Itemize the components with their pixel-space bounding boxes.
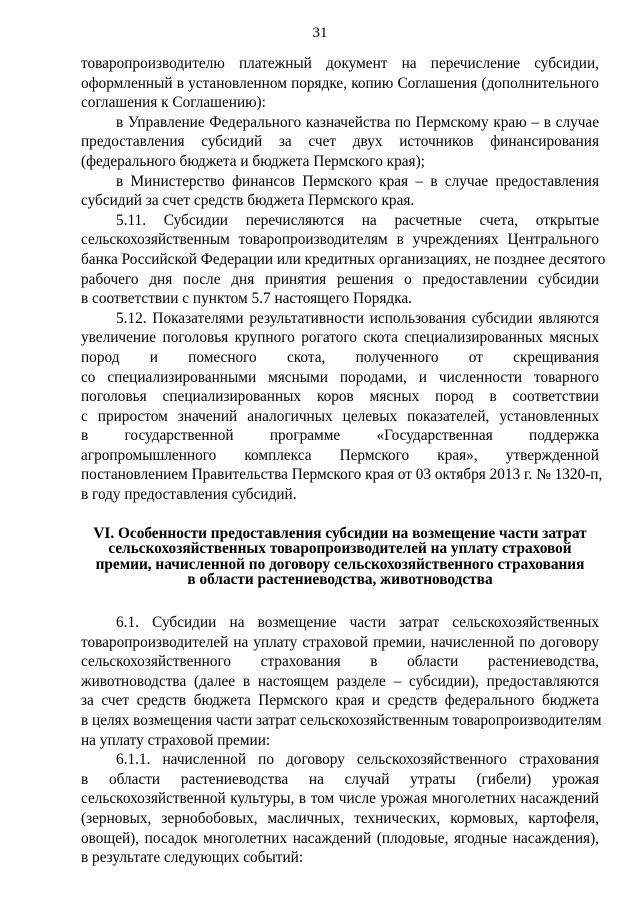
page-number: 31	[312, 25, 328, 41]
text-line: увеличение поголовья крупного рогатого скота специализированных мясных	[81, 329, 599, 347]
document-body	[81, 54, 606, 868]
text-line: соглашения к Соглашению):	[81, 94, 266, 112]
text-line: в результате следующих событий:	[81, 849, 304, 867]
text-line: пород и помесного скота, полученного от скрещивания	[81, 348, 599, 366]
text-line: сельскохозяйственной культуры, в том числе урожая многолетних насаждений	[81, 790, 599, 808]
section-heading	[81, 526, 599, 588]
text-line: оформленный в установленном порядке, копию Соглашения (дополнительного	[81, 74, 599, 92]
text-line: (зерновых, зернобобовых, масличных, технических, кормовых, картофеля,	[81, 809, 599, 827]
text-line: поголовья специализированных коров мясных пород в соответствии	[81, 388, 599, 406]
text-line: за счет средств бюджета Пермского края и средств федерального бюджета	[81, 692, 599, 710]
text-line: постановлением Правительства Пермского края от 03 октября 2013 г. № 1320-п,	[81, 466, 603, 484]
text-line: в соответствии с пунктом 5.7 настоящего Порядка.	[81, 290, 413, 308]
text-line: товаропроизводителю платежный документ на перечисление субсидии,	[81, 55, 599, 72]
text-line: в Управление Федерального казначейства по Пермскому краю – в случае	[116, 113, 599, 131]
text-line: в государственной программе «Государственная поддержка	[81, 427, 599, 445]
text-line: 6.1.1. начисленной по договору сельскохозяйственного страхования	[116, 751, 599, 769]
paragraphs-before-heading	[81, 54, 606, 505]
text-line: 6.1. Субсидии на возмещение части затрат сельскохозяйственных	[116, 614, 599, 632]
heading-line: сельскохозяйственных товаропроизводителей на уплату страховой	[108, 540, 572, 558]
text-line: животноводства (далее в настоящем разделе – субсидии), предоставляются	[81, 672, 599, 690]
text-line: со специализированными мясными породами, и численности товарного	[81, 368, 599, 386]
text-line: предоставления субсидий за счет двух источников финансирования	[81, 133, 599, 151]
text-line: в целях возмещения части затрат сельскохозяйственным товаропроизводителям	[81, 712, 602, 729]
text-line: сельскохозяйственного страхования в области растениеводства,	[81, 653, 599, 671]
text-line: в году предоставления субсидий.	[81, 486, 297, 504]
text-line: 5.11. Субсидии перечисляются на расчетные счета, открытые	[116, 211, 599, 229]
paragraphs-after-heading	[81, 613, 602, 868]
text-line: рабочего дня после дня принятия решения о предоставлении субсидии	[81, 270, 599, 288]
text-line: овощей), посадок многолетних насаждений (плодовые, ягодные насаждения),	[81, 829, 599, 847]
text-line: в Министерство финансов Пермского края – в случае предоставления	[116, 172, 599, 190]
text-line: сельскохозяйственным товаропроизводителям в учреждениях Центрального	[81, 231, 599, 249]
text-line: агропромышленного комплекса Пермского края», утвержденной	[81, 446, 599, 464]
text-line: банка Российской Федерации или кредитных организациях, не позднее десятого	[81, 250, 606, 268]
spacer	[81, 505, 599, 526]
text-line: с приростом значений аналогичных целевых показателей, установленных	[81, 407, 599, 425]
spacer	[81, 588, 599, 613]
text-line: (федерального бюджета и бюджета Пермского края);	[81, 152, 425, 170]
heading-line: VI. Особенности предоставления субсидии на возмещение части затрат	[93, 524, 587, 542]
text-line: в области растениеводства на случай утраты (гибели) урожая	[81, 770, 599, 788]
text-line: 5.12. Показателями результативности использования субсидии являются	[116, 309, 599, 327]
heading-line: премии, начисленной по договору сельскохозяйственного страхования	[95, 555, 585, 573]
text-line: товаропроизводителей на уплату страховой премии, начисленной по договору	[81, 633, 599, 651]
text-line: на уплату страховой премии:	[81, 731, 271, 749]
text-line: субсидий за счет средств бюджета Пермского края.	[81, 192, 415, 210]
heading-line: в области растениеводства, животноводства	[187, 571, 493, 589]
